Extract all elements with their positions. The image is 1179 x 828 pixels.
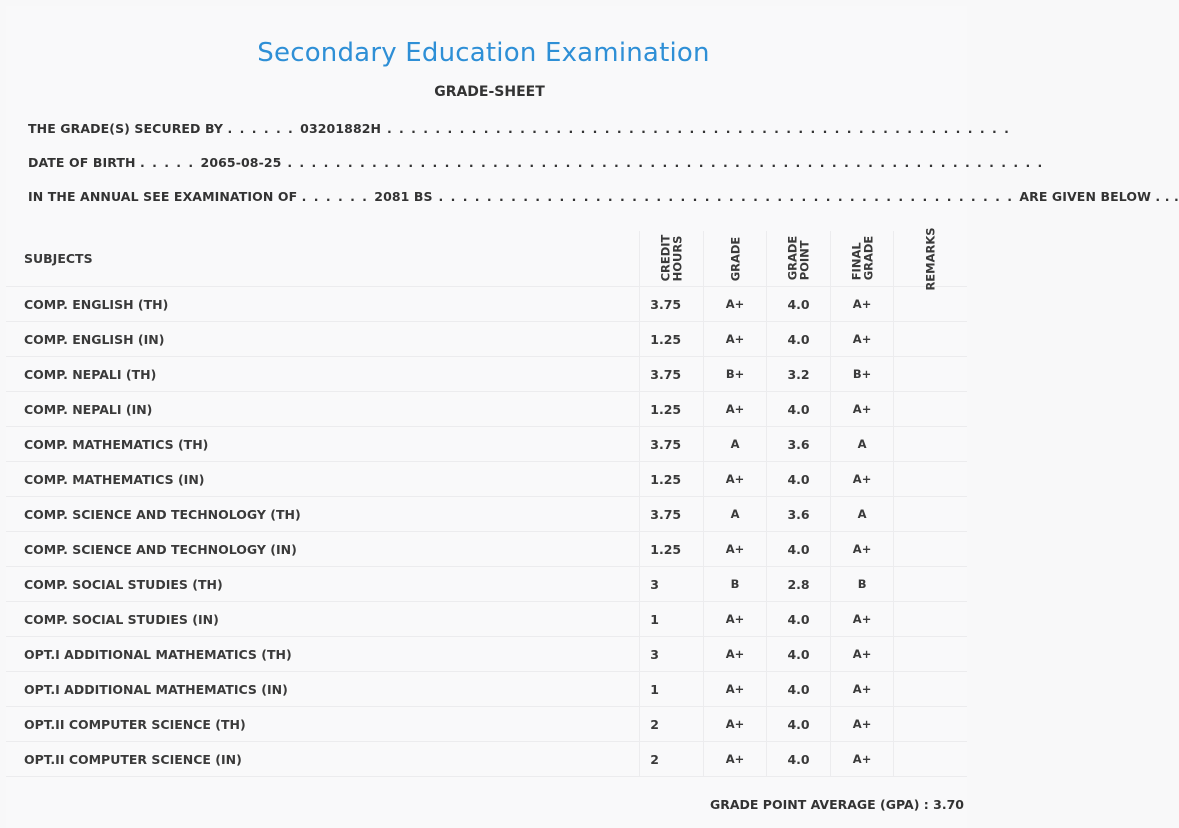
gp-header-line1: GRADE	[785, 235, 800, 281]
subject-cell: OPT.II COMPUTER SCIENCE (TH)	[6, 707, 640, 742]
gp-header-line2: POINT	[797, 240, 812, 281]
credit-header-line2: HOURS	[670, 235, 685, 282]
credit-hours-cell: 2	[640, 742, 704, 777]
grade-point-cell: 4.0	[767, 287, 831, 322]
exam-label: IN THE ANNUAL SEE EXAMINATION OF	[28, 189, 298, 204]
fg-header-line1: FINAL	[849, 242, 864, 281]
grade-cell: B+	[703, 357, 767, 392]
remarks-cell	[894, 707, 967, 742]
grade-point-cell: 3.6	[767, 497, 831, 532]
gpa-label: GRADE POINT AVERAGE (GPA) :	[709, 797, 929, 812]
subject-cell: COMP. SOCIAL STUDIES (TH)	[6, 567, 640, 602]
remarks-cell	[894, 602, 967, 637]
exam-title: Secondary Education Examination	[257, 38, 710, 68]
remarks-cell	[894, 392, 967, 427]
remarks-cell	[894, 567, 967, 602]
subject-cell: COMP. ENGLISH (TH)	[6, 287, 640, 322]
remarks-cell	[894, 427, 967, 462]
final-grade-cell: A+	[830, 322, 894, 357]
remarks-cell	[894, 637, 967, 672]
subjects-header: SUBJECTS	[6, 231, 640, 287]
credit-hours-cell: 3	[640, 637, 704, 672]
grade-cell: A+	[703, 672, 767, 707]
credit-hours-header	[640, 231, 704, 287]
table-row	[6, 602, 967, 637]
final-grade-cell: A+	[830, 672, 894, 707]
remarks-cell	[894, 462, 967, 497]
exam-year: 2081 BS	[374, 189, 433, 204]
grade-cell: A+	[703, 462, 767, 497]
dob-line: DATE OF BIRTH . . . . . 2065-08-25 . . . . . . . . . . . . . . . . . . . . . . . . . . . . . . . . . . . . . . . . . . . . . . . . . . . . . . . . . . . . . . .	[28, 155, 1044, 170]
table-row	[6, 497, 967, 532]
grade-point-cell: 4.0	[767, 672, 831, 707]
subject-cell: COMP. ENGLISH (IN)	[6, 322, 640, 357]
grade-point-cell: 2.8	[767, 567, 831, 602]
dob-value: 2065-08-25	[200, 155, 282, 170]
grade-header	[703, 231, 767, 287]
grade-point-cell: 4.0	[767, 322, 831, 357]
given-below-text: ARE GIVEN BELOW . . .	[1019, 189, 1179, 204]
subject-cell: COMP. SCIENCE AND TECHNOLOGY (IN)	[6, 532, 640, 567]
credit-hours-cell: 3	[640, 567, 704, 602]
grade-point-cell: 4.0	[767, 707, 831, 742]
grade-header-text: GRADE	[728, 236, 743, 282]
table-row	[6, 672, 967, 707]
grade-cell: A+	[703, 707, 767, 742]
credit-hours-cell: 1.25	[640, 392, 704, 427]
remarks-cell	[894, 287, 967, 322]
gpa-value: 3.70	[933, 797, 964, 812]
final-grade-cell: A+	[830, 392, 894, 427]
final-grade-cell: A+	[830, 287, 894, 322]
grade-point-cell: 4.0	[767, 602, 831, 637]
final-grade-header	[830, 231, 894, 287]
grade-cell: A+	[703, 287, 767, 322]
gpa-summary	[710, 797, 964, 812]
table-row	[6, 392, 967, 427]
remarks-header	[894, 227, 967, 291]
credit-header-line1: CREDIT	[658, 234, 673, 282]
subject-cell: COMP. MATHEMATICS (IN)	[6, 462, 640, 497]
fg-header-line2: GRADE	[861, 235, 876, 281]
final-grade-cell: A+	[830, 462, 894, 497]
grade-point-header	[767, 231, 831, 287]
final-grade-cell: B	[830, 567, 894, 602]
subject-cell: COMP. SCIENCE AND TECHNOLOGY (TH)	[6, 497, 640, 532]
credit-hours-cell: 1	[640, 602, 704, 637]
table-row	[6, 462, 967, 497]
credit-hours-cell: 3.75	[640, 287, 704, 322]
remarks-cell	[894, 532, 967, 567]
final-grade-cell: A+	[830, 707, 894, 742]
table-row	[6, 532, 967, 567]
final-grade-cell: A	[830, 497, 894, 532]
grade-cell: A+	[703, 392, 767, 427]
table-row	[6, 742, 967, 777]
grade-point-cell: 4.0	[767, 462, 831, 497]
remarks-header-text: REMARKS	[923, 227, 938, 291]
credit-hours-cell: 3.75	[640, 497, 704, 532]
remarks-cell	[894, 672, 967, 707]
final-grade-cell: B+	[830, 357, 894, 392]
grade-point-cell: 4.0	[767, 392, 831, 427]
remarks-cell	[894, 497, 967, 532]
grade-cell: A+	[703, 322, 767, 357]
grade-point-cell: 4.0	[767, 532, 831, 567]
credit-hours-cell: 1	[640, 672, 704, 707]
grade-cell: B	[703, 567, 767, 602]
grade-cell: A+	[703, 532, 767, 567]
table-row	[6, 567, 967, 602]
grade-cell: A	[703, 497, 767, 532]
grade-point-cell: 4.0	[767, 637, 831, 672]
grade-cell: A+	[703, 637, 767, 672]
grade-sheet-heading: GRADE-SHEET	[434, 84, 545, 100]
table-row	[6, 287, 967, 322]
grades-table	[6, 227, 967, 777]
final-grade-cell: A	[830, 427, 894, 462]
grade-cell: A+	[703, 742, 767, 777]
final-grade-cell: A+	[830, 637, 894, 672]
credit-hours-cell: 3.75	[640, 357, 704, 392]
remarks-cell	[894, 357, 967, 392]
grade-point-cell: 4.0	[767, 742, 831, 777]
credit-hours-cell: 2	[640, 707, 704, 742]
table-header-row	[6, 231, 967, 287]
subject-cell: OPT.I ADDITIONAL MATHEMATICS (IN)	[6, 672, 640, 707]
credit-hours-cell: 1.25	[640, 462, 704, 497]
credit-hours-cell: 1.25	[640, 322, 704, 357]
table-row	[6, 427, 967, 462]
final-grade-cell: A+	[830, 742, 894, 777]
symbol-number: 03201882H	[300, 121, 382, 136]
credit-hours-cell: 3.75	[640, 427, 704, 462]
subject-cell: COMP. NEPALI (IN)	[6, 392, 640, 427]
grade-point-cell: 3.6	[767, 427, 831, 462]
table-row	[6, 357, 967, 392]
table-row	[6, 637, 967, 672]
subject-cell: OPT.II COMPUTER SCIENCE (IN)	[6, 742, 640, 777]
secured-by-line: THE GRADE(S) SECURED BY . . . . . . 03201882H . . . . . . . . . . . . . . . . . . . . . . . . . . . . . . . . . . . . . . . . . . . . . . . . . . . .	[28, 121, 1011, 136]
credit-hours-cell: 1.25	[640, 532, 704, 567]
remarks-cell	[894, 742, 967, 777]
remarks-cell	[894, 322, 967, 357]
grade-cell: A	[703, 427, 767, 462]
subject-cell: COMP. SOCIAL STUDIES (IN)	[6, 602, 640, 637]
table-row	[6, 322, 967, 357]
grade-cell: A+	[703, 602, 767, 637]
grade-point-cell: 3.2	[767, 357, 831, 392]
table-row	[6, 707, 967, 742]
secured-by-label: THE GRADE(S) SECURED BY	[28, 121, 224, 136]
dob-label: DATE OF BIRTH	[28, 155, 136, 170]
subject-cell: COMP. MATHEMATICS (TH)	[6, 427, 640, 462]
subject-cell: OPT.I ADDITIONAL MATHEMATICS (TH)	[6, 637, 640, 672]
final-grade-cell: A+	[830, 602, 894, 637]
final-grade-cell: A+	[830, 532, 894, 567]
subject-cell: COMP. NEPALI (TH)	[6, 357, 640, 392]
exam-line: IN THE ANNUAL SEE EXAMINATION OF . . . . . . 2081 BS . . . . . . . . . . . . . . . . . . . . . . . . . . . . . . . . . . . . . . . . . . . . . . . . ARE GIVEN BELOW . . .	[28, 189, 1179, 204]
